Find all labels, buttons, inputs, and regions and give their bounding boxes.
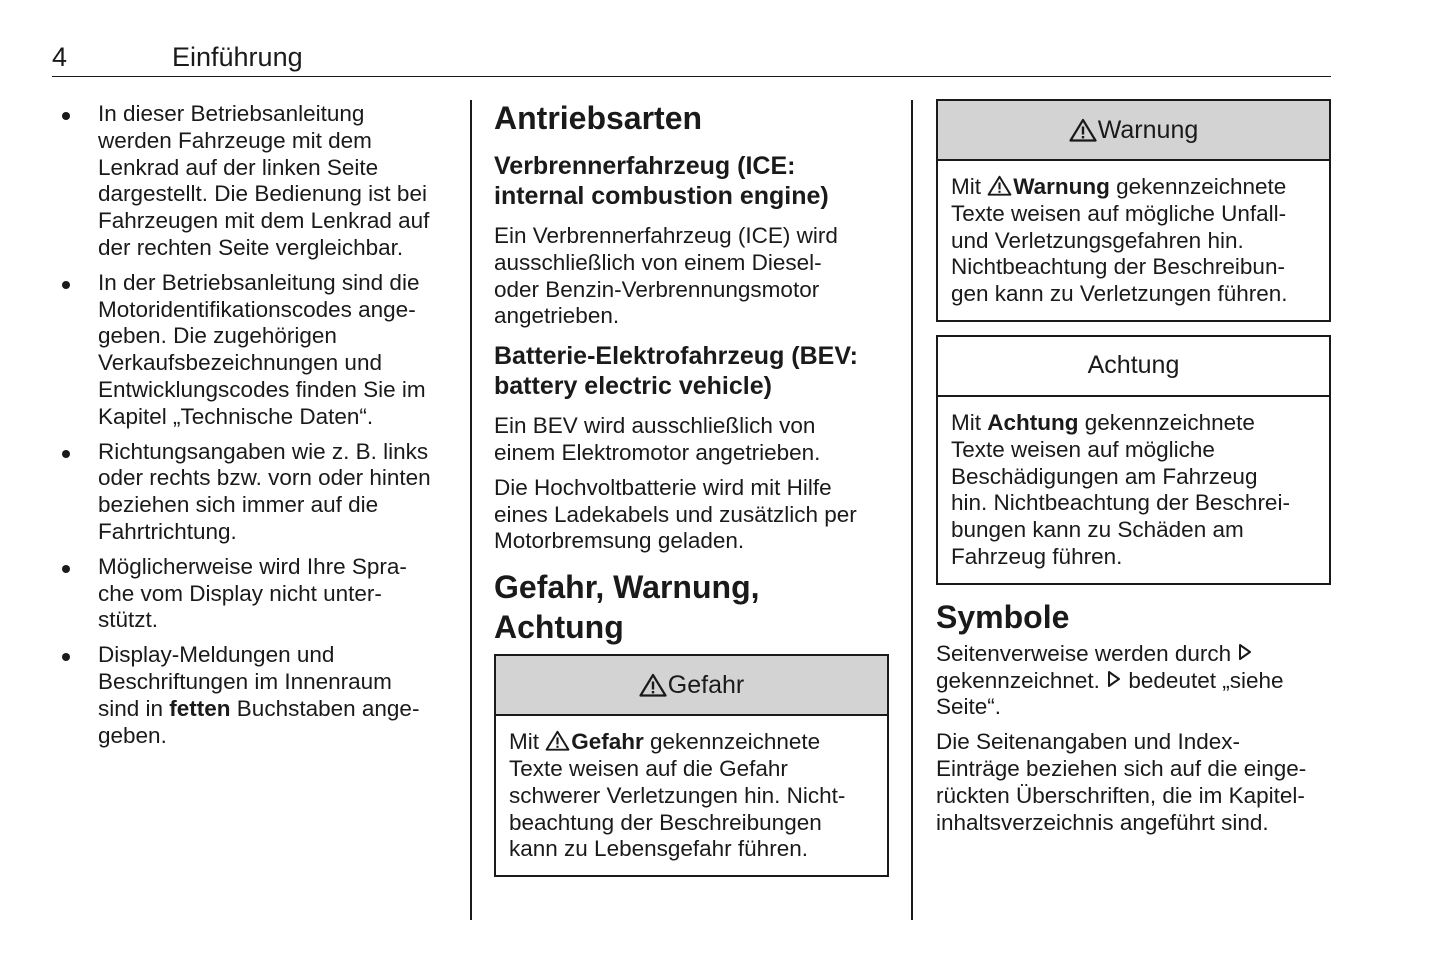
paragraph-bev-1: Ein BEV wird ausschließlich von einem Elektromotor angetrieben. bbox=[494, 413, 821, 465]
caution-box bbox=[936, 335, 1331, 585]
warning-triangle-icon bbox=[1069, 118, 1097, 142]
subheading-bev: Batterie-Elektrofahrzeug (BEV: battery electric vehicle) bbox=[494, 342, 858, 401]
danger-box-header bbox=[496, 656, 887, 716]
page-reference-arrow-icon bbox=[1106, 670, 1122, 688]
bullet-list bbox=[52, 101, 457, 749]
page-reference-arrow-icon bbox=[1237, 643, 1253, 661]
bullet-text bbox=[98, 642, 457, 749]
bullet-text-pre: Display-Meldungen und Beschriftungen im Innenraum sind in bbox=[98, 642, 392, 721]
list-item bbox=[52, 642, 457, 749]
bullet-icon bbox=[62, 565, 70, 573]
bullet-text: In dieser Betriebsanleitung werden Fahrzeuge mit dem Lenkrad auf der linken Seite dargestellt. Die Bedienung ist bei Fahrzeugen mit dem Lenkrad auf der rechten Seite vergleichbar. bbox=[98, 101, 430, 260]
warning-text-pre: Mit bbox=[951, 174, 988, 199]
list-item bbox=[52, 101, 457, 262]
list-item bbox=[52, 439, 457, 546]
bullet-text: Richtungsangaben wie z. B. links oder rechts bzw. vorn oder hinten beziehen sich immer auf die Fahrtrichtung. bbox=[98, 438, 431, 544]
bullet-icon bbox=[62, 450, 70, 458]
warning-triangle-icon bbox=[987, 175, 1012, 196]
warning-triangle-icon bbox=[545, 730, 570, 751]
symbole-text-3: bedeutet „siehe Seite“. bbox=[936, 667, 1284, 720]
column-middle bbox=[494, 98, 890, 877]
bullet-text: In der Betriebsanleitung sind die Motoridentifikationscodes ange- geben. Die zugehörigen Verkaufsbezeichnungen und Entwicklungscodes finden Sie im Kapitel „Technische Daten“. bbox=[98, 269, 426, 429]
warning-box bbox=[936, 99, 1331, 322]
chapter-title: Einführung bbox=[172, 42, 303, 72]
bullet-icon bbox=[62, 281, 70, 289]
warning-box-title: Warnung bbox=[1097, 115, 1199, 144]
warning-term: Warnung bbox=[1013, 174, 1110, 199]
symbole-text-1: Seitenverweise werden durch bbox=[936, 640, 1238, 666]
section-heading-symbole: Symbole bbox=[936, 598, 1070, 635]
warning-box-body bbox=[938, 161, 1329, 320]
section-heading-gefahr-warnung-achtung: Gefahr, Warnung, Achtung bbox=[494, 569, 760, 646]
subheading-ice: Verbrennerfahrzeug (ICE: internal combustion engine) bbox=[494, 152, 829, 210]
bold-term: fetten bbox=[169, 695, 231, 721]
column-left bbox=[52, 101, 457, 757]
column-divider bbox=[470, 100, 472, 920]
page-number: 4 bbox=[52, 42, 68, 72]
danger-term: Gefahr bbox=[571, 729, 644, 755]
danger-text-pre: Mit bbox=[509, 729, 546, 755]
danger-text-post: gekennzeichnete Texte weisen auf die Gefahr schwerer Verletzungen hin. Nicht- beachtung der Beschreibungen kann zu Lebensgefahr führen. bbox=[509, 729, 846, 862]
symbole-text-2: gekennzeichnet. bbox=[936, 667, 1100, 693]
warning-text-post: gekennzeichnete Texte weisen auf mögliche Unfall- und Verletzungsgefahren hin. Nichtbeachtung der Beschreibun- gen kann zu Verletzungen führen. bbox=[951, 174, 1288, 307]
caution-text-post: gekennzeichnete Texte weisen auf mögliche Beschädigungen am Fahrzeug hin. Nichtbeachtung der Beschrei- bungen kann zu Schäden am Fahrzeug führen. bbox=[951, 409, 1290, 569]
list-item bbox=[52, 270, 457, 431]
paragraph-ice: Ein Verbrennerfahrzeug (ICE) wird ausschließlich von einem Diesel- oder Benzin-Verbrennungsmotor angetrieben. bbox=[494, 223, 838, 329]
danger-box bbox=[494, 654, 889, 877]
column-right bbox=[936, 98, 1332, 836]
danger-box-title: Gefahr bbox=[667, 670, 745, 699]
caution-box-body bbox=[938, 397, 1329, 583]
column-divider bbox=[911, 100, 913, 920]
danger-box-body bbox=[496, 716, 887, 875]
bullet-icon bbox=[62, 112, 70, 120]
paragraph-symbole-2: Die Seitenangaben und Index- Einträge beziehen sich auf die einge- rückten Überschriften, die im Kapitel- inhaltsverzeichnis angeführt sind. bbox=[936, 729, 1307, 835]
section-heading-antriebsarten: Antriebsarten bbox=[494, 100, 703, 136]
paragraph-bev-2: Die Hochvoltbatterie wird mit Hilfe eines Ladekabels und zusätzlich per Motorbremsung geladen. bbox=[494, 474, 857, 554]
caution-text-pre: Mit bbox=[951, 409, 988, 435]
caution-box-title: Achtung bbox=[1087, 351, 1180, 380]
page-header bbox=[52, 42, 1331, 77]
warning-triangle-icon bbox=[639, 673, 667, 697]
caution-term: Achtung bbox=[987, 409, 1079, 435]
paragraph-symbole-1 bbox=[936, 641, 1332, 721]
bullet-text-post: Buchstaben ange- geben. bbox=[98, 695, 420, 748]
bullet-icon bbox=[62, 653, 70, 661]
list-item bbox=[52, 554, 457, 634]
warning-box-header bbox=[938, 101, 1329, 161]
caution-box-header bbox=[938, 337, 1329, 397]
bullet-text: Möglicherweise wird Ihre Spra- che vom Display nicht unter- stützt. bbox=[98, 553, 407, 633]
